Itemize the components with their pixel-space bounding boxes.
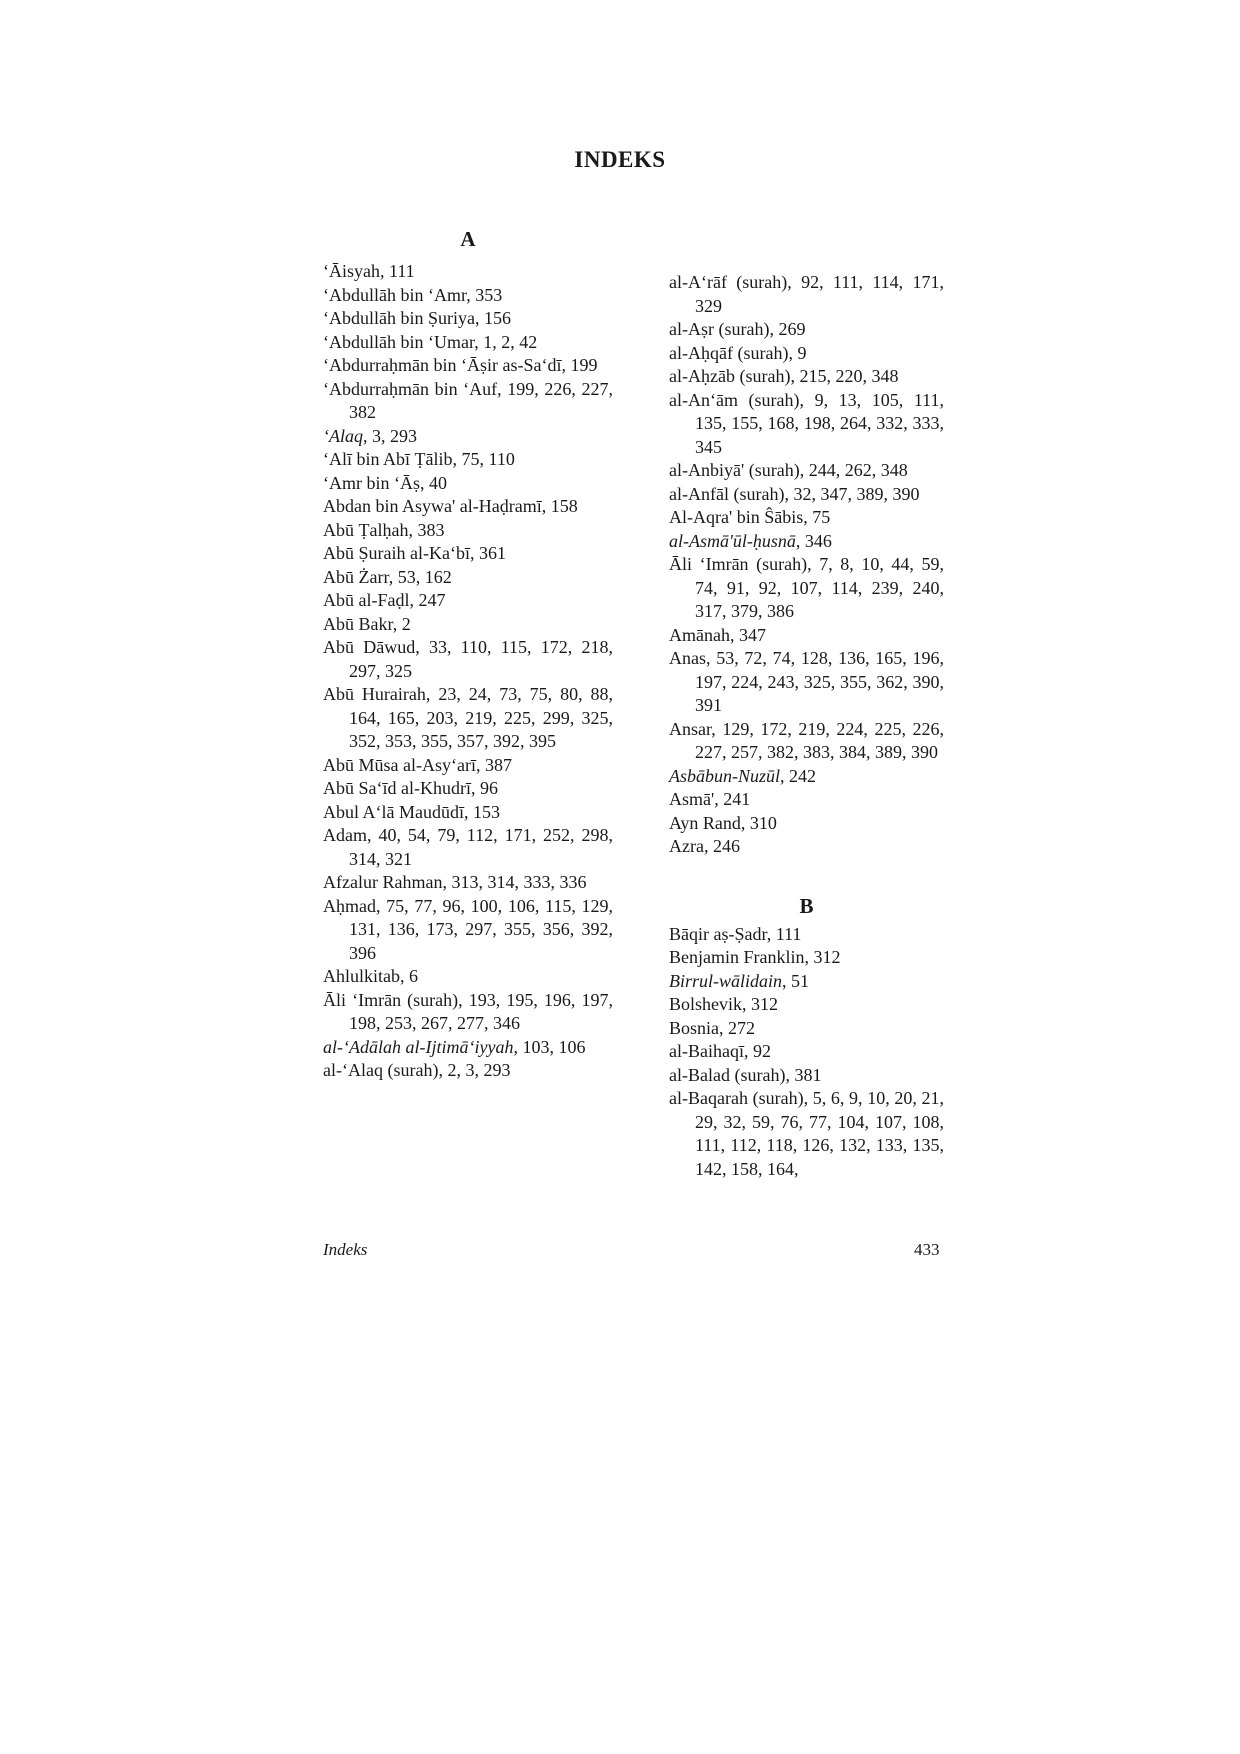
index-entry [323,895,613,966]
index-entry [669,483,944,507]
index-entry [669,553,944,624]
index-entry [323,683,613,754]
entry-pages: , 7, 8, 10, 44, 59, 74, 91, 92, 107, 114, 239, 240, 317, 379, 386 [695,554,944,621]
entry-heading: Asbābun-Nuzūl [669,765,781,786]
entry-heading: ‘Abdullāh bin ‘Amr [323,284,467,305]
entry-heading: ‘Amr bin ‘Āṣ [323,472,420,493]
index-entry [323,307,613,331]
index-entry [669,459,944,483]
entry-heading: al-An‘ām (surah) [669,389,800,410]
entry-heading: Abū Hurairah [323,684,426,704]
index-entry [323,754,613,778]
entry-pages: , 32, 347, 389, 390 [784,483,920,504]
index-entry [323,636,613,683]
entry-pages: , 381 [785,1064,822,1085]
entry-pages: , 312 [804,947,841,967]
entry-pages: , 75 [803,507,831,527]
entry-pages: , 3, 293 [363,425,417,446]
index-entry [669,271,944,318]
entry-pages: , 111 [766,923,802,944]
entry-pages: , 103, 106 [513,1036,586,1057]
entry-pages: , 33, 110, 115, 172, 218, 297, 325 [349,637,613,681]
index-entry [669,365,944,389]
entry-heading: al-A‘rāf (surah) [669,272,788,292]
section-letter-b: B [799,893,814,918]
index-entry [323,425,613,449]
index-entry [323,354,613,378]
index-entry [323,989,613,1036]
entry-heading: Ayn Rand [669,812,741,833]
entry-heading: al-Asmā'ūl-ḥusnā [669,530,796,551]
entry-pages: , 156 [474,308,511,328]
entry-heading: Abdan bin Asywa' al-Haḍramī [323,496,542,516]
entry-pages: , 312 [742,994,779,1014]
entry-heading: ‘Abdurraḥmān bin ‘Āṣir as-Sa‘dī [323,355,562,375]
index-entry [669,342,944,366]
entry-pages: , 215, 220, 348 [790,366,899,386]
index-entry [669,946,944,970]
entry-pages: , 2 [392,613,411,634]
page-title: INDEKS [574,147,666,172]
entry-heading: ‘Abdullāh bin Ṣuriya [323,308,475,328]
entry-heading: al-Anfāl (surah) [669,483,785,504]
entry-heading: Birrul-wālidain [669,970,783,991]
index-entry [669,647,944,718]
entry-list-b [669,923,944,1182]
entry-heading: al-Baqarah (surah) [669,1088,804,1108]
index-entry [323,1059,613,1083]
entry-heading: Ansar [669,718,712,739]
index-entry [323,284,613,308]
entry-heading: ‘Alī bin Abī Ṭālib [323,449,453,469]
entry-pages: , 23, 24, 73, 75, 80, 88, 164, 165, 203, 219, 225, 299, 325, 352, 353, 355, 357, 392, 395 [349,684,614,751]
entry-heading: Abul A‘lā Maudūdī [323,801,464,822]
footer-section-name: Indeks [323,1240,368,1259]
entry-pages: , 40, 54, 79, 112, 171, 252, 298, 314, 321 [349,825,613,869]
entry-pages: , 353 [466,284,503,305]
entry-pages: , 40 [420,472,447,493]
entry-pages: , 75, 77, 96, 100, 106, 115, 129, 131, 136, 173, 297, 355, 356, 392, 396 [349,895,613,963]
entry-heading: Abū Ṭalḥah [323,519,409,540]
index-entry [669,318,944,342]
entry-pages: , 9 [788,342,807,363]
entry-heading: al-Aḥqāf (surah) [669,342,789,363]
entry-heading: Abū Ṣuraih al-Ka‘bī [323,543,470,563]
entry-heading: Abū Bakr [323,613,393,634]
entry-pages: , 247 [409,590,446,610]
entry-pages: , 242 [780,765,817,786]
index-entry [323,589,613,613]
index-entry [323,495,613,519]
entry-heading: Abū Mūsa al-Asy‘arī [323,754,476,775]
entry-pages: , 9, 13, 105, 111, 135, 155, 168, 198, 264, 332, 333, 345 [695,389,944,457]
index-column-right [669,222,944,1181]
entry-pages: , 347 [729,624,766,645]
entry-heading: Azra [669,836,704,856]
index-entry [669,1017,944,1041]
entry-pages: , 246 [703,836,740,856]
entry-pages: , 383 [408,519,445,540]
entry-pages: , 158 [541,496,578,516]
index-entry [323,965,613,989]
index-entry [323,519,613,543]
entry-pages: , 53, 162 [388,566,452,587]
entry-heading: Bosnia [669,1017,720,1038]
index-entry [323,871,613,895]
entry-pages: , 53, 72, 74, 128, 136, 165, 196, 197, 224, 243, 325, 355, 362, 390, 391 [695,648,944,715]
index-entry [669,970,944,994]
index-entry [323,801,613,825]
entry-heading: Asmā' [669,789,715,809]
index-entry [669,530,944,554]
entry-heading: Āli ‘Imrān (surah) [323,989,459,1010]
index-entry [669,1087,944,1181]
entry-pages: , 92 [743,1041,771,1061]
entry-heading: ‘Āisyah [323,261,380,281]
entry-pages: , 75, 110 [452,449,515,469]
entry-pages: , 272 [719,1017,756,1038]
entry-heading: Adam [323,825,367,845]
entry-heading: Abū Żarr [323,566,389,587]
index-entry [669,835,944,859]
index-entry [323,331,613,355]
entry-heading: Ahlulkitab [323,966,400,986]
entry-pages: , 241 [714,789,751,809]
entry-heading: al-Anbiyā' (surah) [669,460,800,480]
entry-heading: Abū Sa‘īd al-Khudrī [323,778,471,798]
entry-pages: , 199, 226, 227, 382 [349,378,613,422]
entry-pages: , 51 [782,970,810,991]
entry-heading: ‘Abdurraḥmān bin ‘Auf [323,378,498,399]
index-entry [323,824,613,871]
section-letter-a: A [460,227,476,251]
entry-list-a-left [323,260,613,1083]
entry-pages: , 387 [475,754,512,775]
entry-heading: Anas [669,648,706,668]
index-entry [669,993,944,1017]
entry-heading: Amānah [669,624,730,645]
entry-heading: Bāqir aṣ-Ṣadr [669,923,767,944]
entry-pages: , 269 [769,319,806,339]
entry-heading: Benjamin Franklin [669,947,805,967]
index-column-left [323,222,613,1083]
entry-heading: ‘Abdullāh bin ‘Umar [323,331,475,352]
index-entry [669,624,944,648]
entry-pages: , 6 [400,966,418,986]
index-entry [669,923,944,947]
index-entry [323,260,613,284]
entry-pages: , 313, 314, 333, 336 [442,872,587,892]
entry-pages: , 2, 3, 293 [438,1060,511,1080]
entry-list-a-right [669,271,944,859]
footer-page-number: 433 [914,1240,940,1259]
index-entry [669,718,944,765]
entry-pages: , 96 [470,778,498,798]
index-entry [323,613,613,637]
entry-pages: , 153 [464,801,500,822]
entry-heading: al-‘Adālah al-Ijtimā‘iyyah [323,1036,514,1057]
entry-pages: , 346 [795,530,832,551]
index-entry [669,506,944,530]
index-entry [669,1040,944,1064]
index-entry [323,378,613,425]
entry-pages: , 1, 2, 42 [474,331,538,352]
index-entry [669,1064,944,1088]
entry-heading: al-Aḥzāb (surah) [669,366,791,386]
entry-heading: Āli ‘Imrān (surah) [669,554,808,574]
entry-heading: Aḥmad [323,895,376,916]
index-entry [669,389,944,460]
index-entry [669,812,944,836]
entry-pages: , 310 [740,812,777,833]
index-entry [669,765,944,789]
entry-pages: , 199 [561,355,598,375]
entry-heading: ‘Alaq [323,425,363,446]
index-entry [323,542,613,566]
entry-pages: , 129, 172, 219, 224, 225, 226, 227, 257, 382, 383, 384, 389, 390 [695,718,944,762]
entry-pages: , 244, 262, 348 [799,460,908,480]
entry-heading: al-Baihaqī [669,1041,744,1061]
entry-heading: Al-Aqra' bin Ŝābis [669,507,804,527]
entry-pages: , 361 [469,543,506,563]
entry-pages: , 92, 111, 114, 171, 329 [695,272,944,316]
entry-pages: , 111 [380,261,415,281]
index-entry [323,777,613,801]
index-entry [669,788,944,812]
index-entry [323,472,613,496]
entry-heading: al-‘Alaq (surah) [323,1060,439,1080]
entry-heading: al-Aṣr (surah) [669,319,770,339]
index-entry [323,1036,613,1060]
entry-heading: Abū al-Faḍl [323,590,410,610]
index-entry [323,448,613,472]
index-entry [323,566,613,590]
entry-pages: , 193, 195, 196, 197, 198, 253, 267, 277, 346 [349,989,614,1033]
entry-pages: , 5, 6, 9, 10, 20, 21, 29, 32, 59, 76, 77, 104, 107, 108, 111, 112, 118, 126, 132, 133, 135, 142, 158, 164, [695,1088,945,1179]
entry-heading: al-Balad (surah) [669,1064,786,1085]
entry-heading: Abū Dāwud [323,637,416,657]
entry-heading: Bolshevik [669,994,743,1014]
entry-heading: Afzalur Rahman [323,872,443,892]
